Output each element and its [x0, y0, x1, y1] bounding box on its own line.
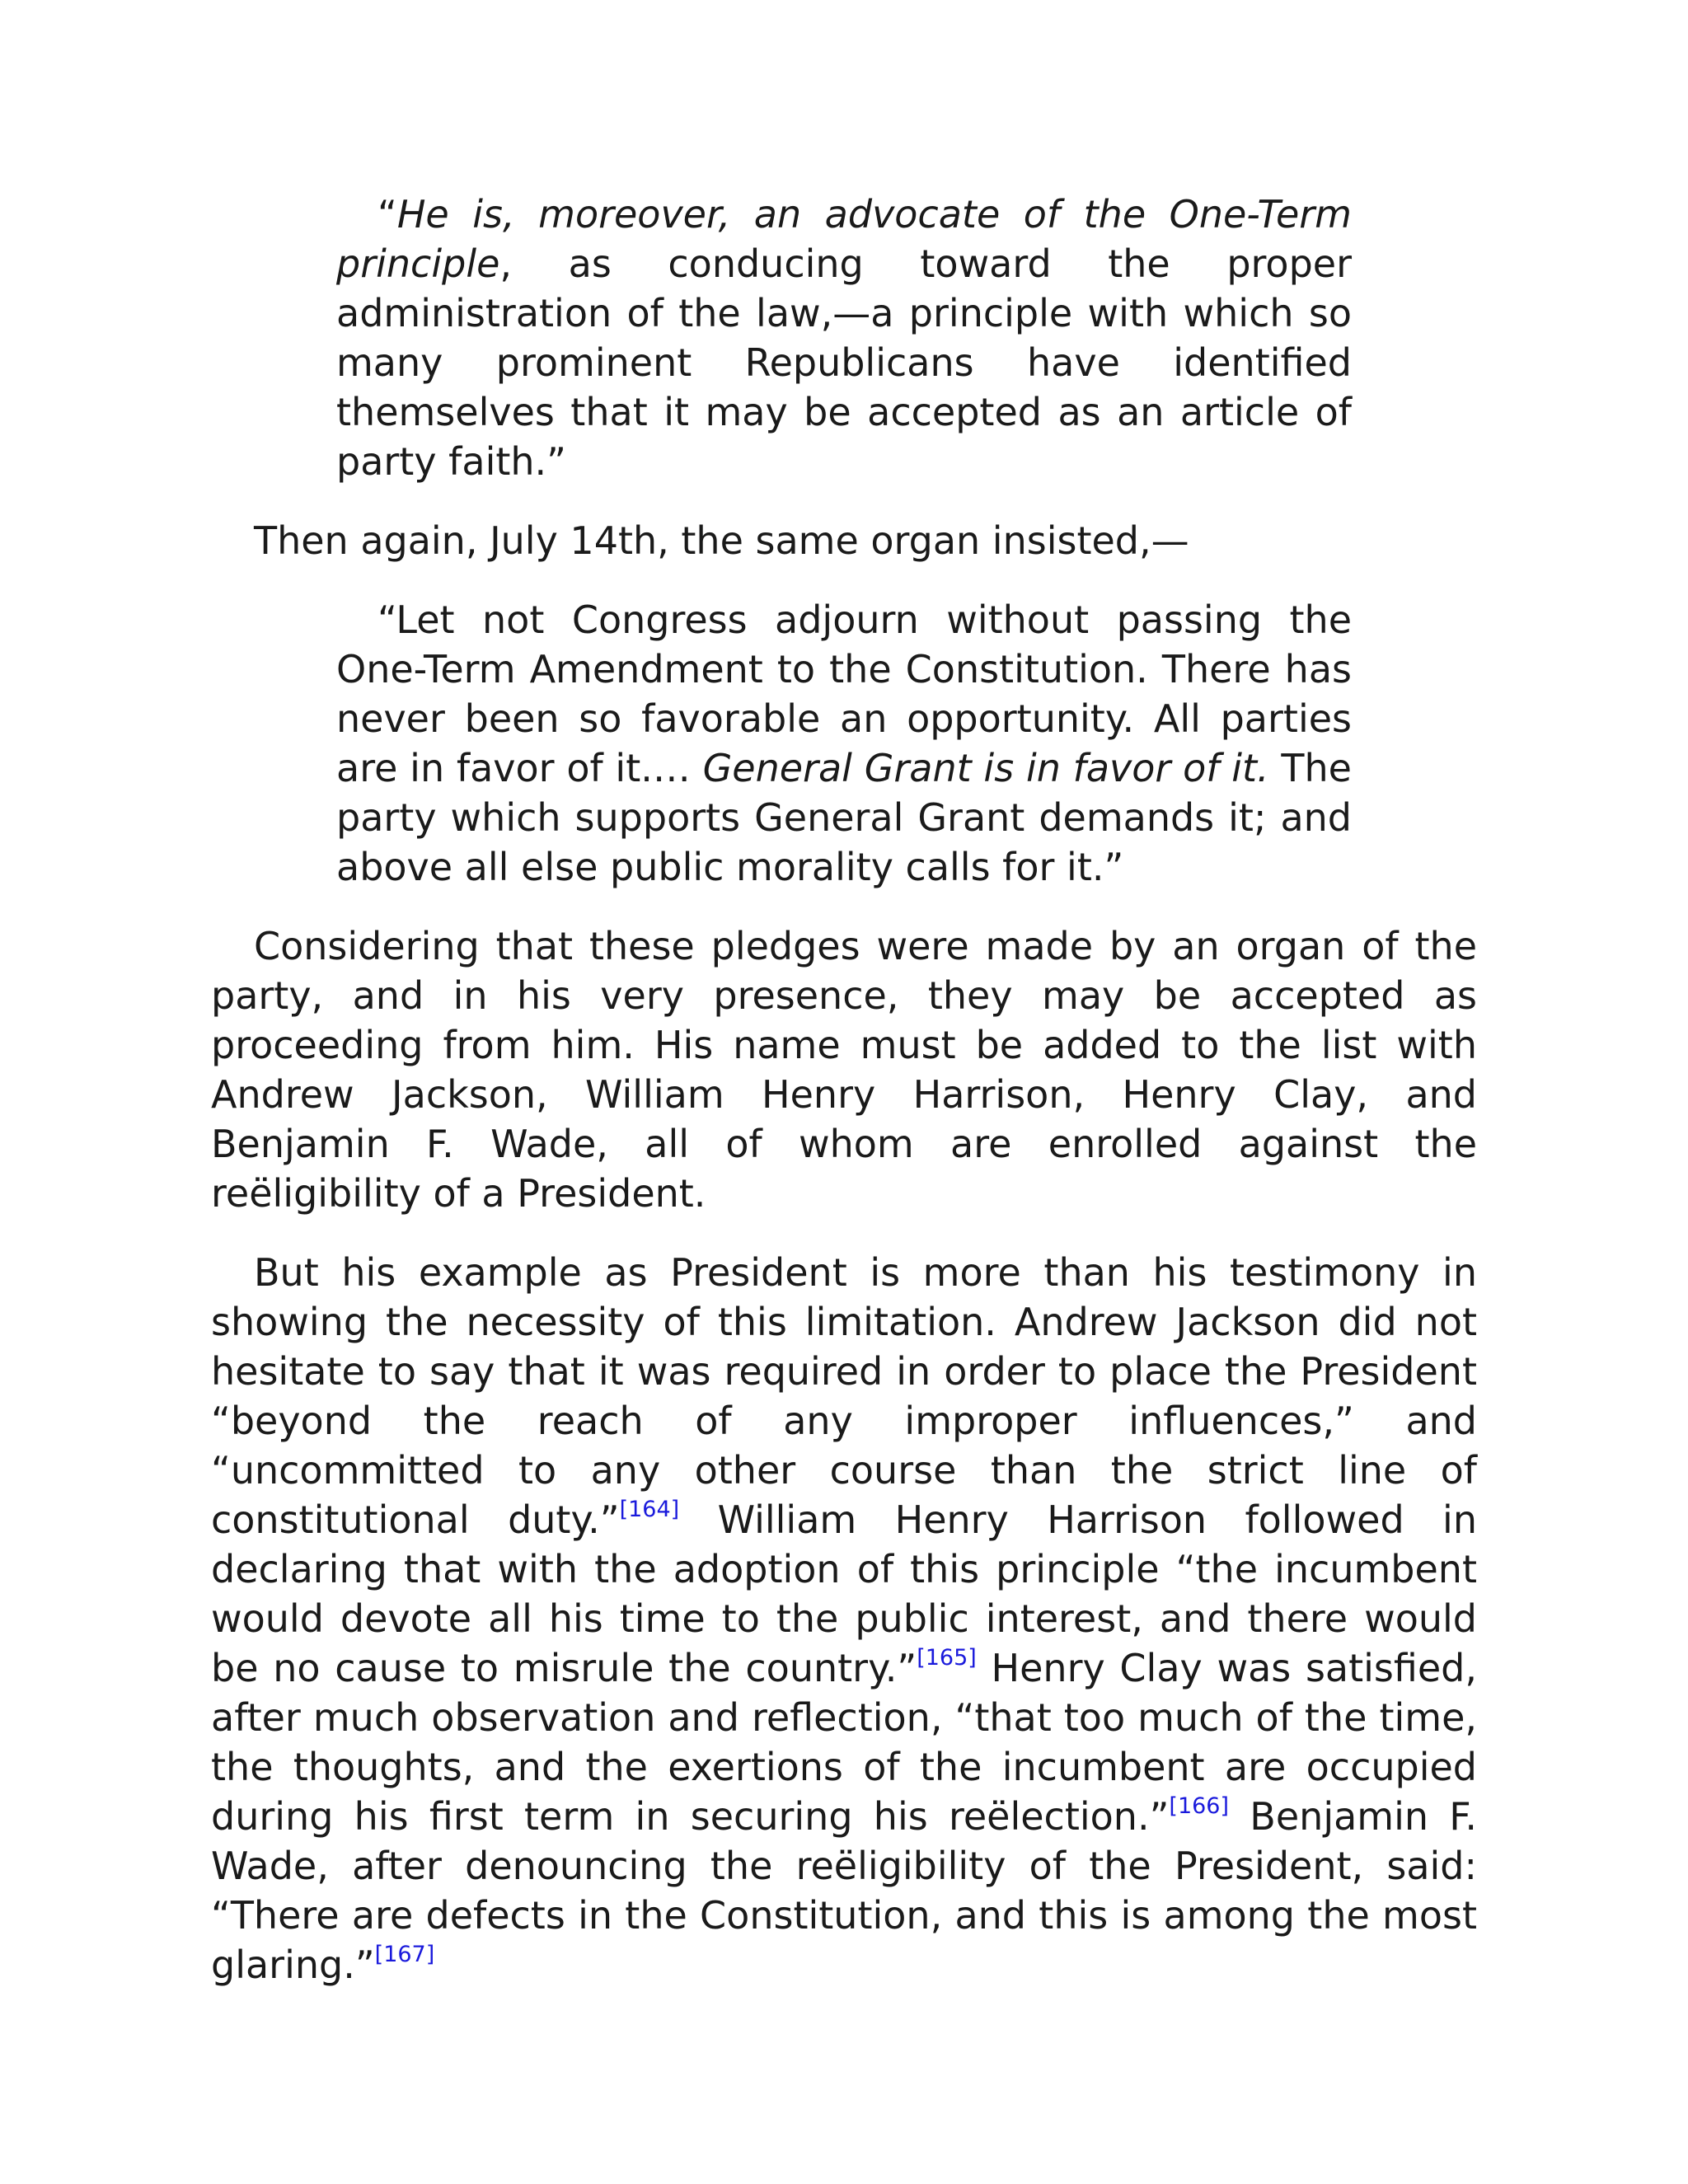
quote-text: , as conducing toward the proper administration of the law,—a principle with which so many prominent Republicans have identified themselves that it may be accepted as an article of party faith.”	[336, 241, 1352, 484]
quote-italic-text: General Grant is in favor of it.	[702, 746, 1269, 790]
footnote-link-167[interactable]: [167]	[374, 1942, 435, 1967]
paragraph-considering: Considering that these pledges were made by an organ of the party, and in his very presence, they may be accepted as proceeding from him. His name must be added to the list with Andrew Jackson, William Henry Harrison, Henry Clay, and Benjamin F. Wade, all of whom are enrolled against the reëligibility of a President.	[211, 924, 1477, 1216]
quote-text-part-1: “Let not Congress adjourn without passing the One-Term Amendment to the Constitution. There has never been so favorable an opportunity. All parties are in favor of it.…	[336, 598, 1352, 790]
block-quote-one-term	[336, 190, 1352, 486]
page-body	[211, 190, 1477, 1990]
block-quote-congress	[336, 595, 1352, 892]
footnote-link-165[interactable]: [165]	[917, 1645, 977, 1671]
footnote-link-166[interactable]: [166]	[1169, 1793, 1230, 1819]
quote-text-part-2: The party which supports General Grant demands it; and above all else public morality calls for it.”	[336, 746, 1352, 889]
quote-open-mark: “	[377, 192, 397, 237]
paragraph-text-part-2: William Henry Harrison followed in declaring that with the adoption of this principle “the incumbent would devote all his time to the public interest, and there would be no cause to misrule the country.”	[211, 1497, 1477, 1690]
paragraph-july-14th: Then again, July 14th, the same organ insisted,—	[254, 518, 1189, 563]
paragraph-text-part-3: Henry Clay was satisfied, after much observation and reflection, “that too much of the time, the thoughts, and the exertions of the incumbent are occupied during his first term in securing his reëlection.”	[211, 1646, 1477, 1839]
footnote-link-164[interactable]: [164]	[619, 1497, 680, 1522]
quote-italic-text: He is, moreover, an advocate of the One-Term principle	[336, 192, 1352, 286]
paragraph-text-part-4: Benjamin F. Wade, after denouncing the reëligibility of the President, said: “There are defects in the Constitution, and this is among the most glaring.”	[211, 1794, 1478, 1987]
paragraph-text-part-1: But his example as President is more than his testimony in showing the necessity of this limitation. Andrew Jackson did not hesitate to say that it was required in order to place the President “beyond the reach of any improper influences,” and “uncommitted to any other course than the strict line of constitutional duty.”	[211, 1250, 1477, 1542]
paragraph-his-example	[211, 1248, 1477, 1990]
